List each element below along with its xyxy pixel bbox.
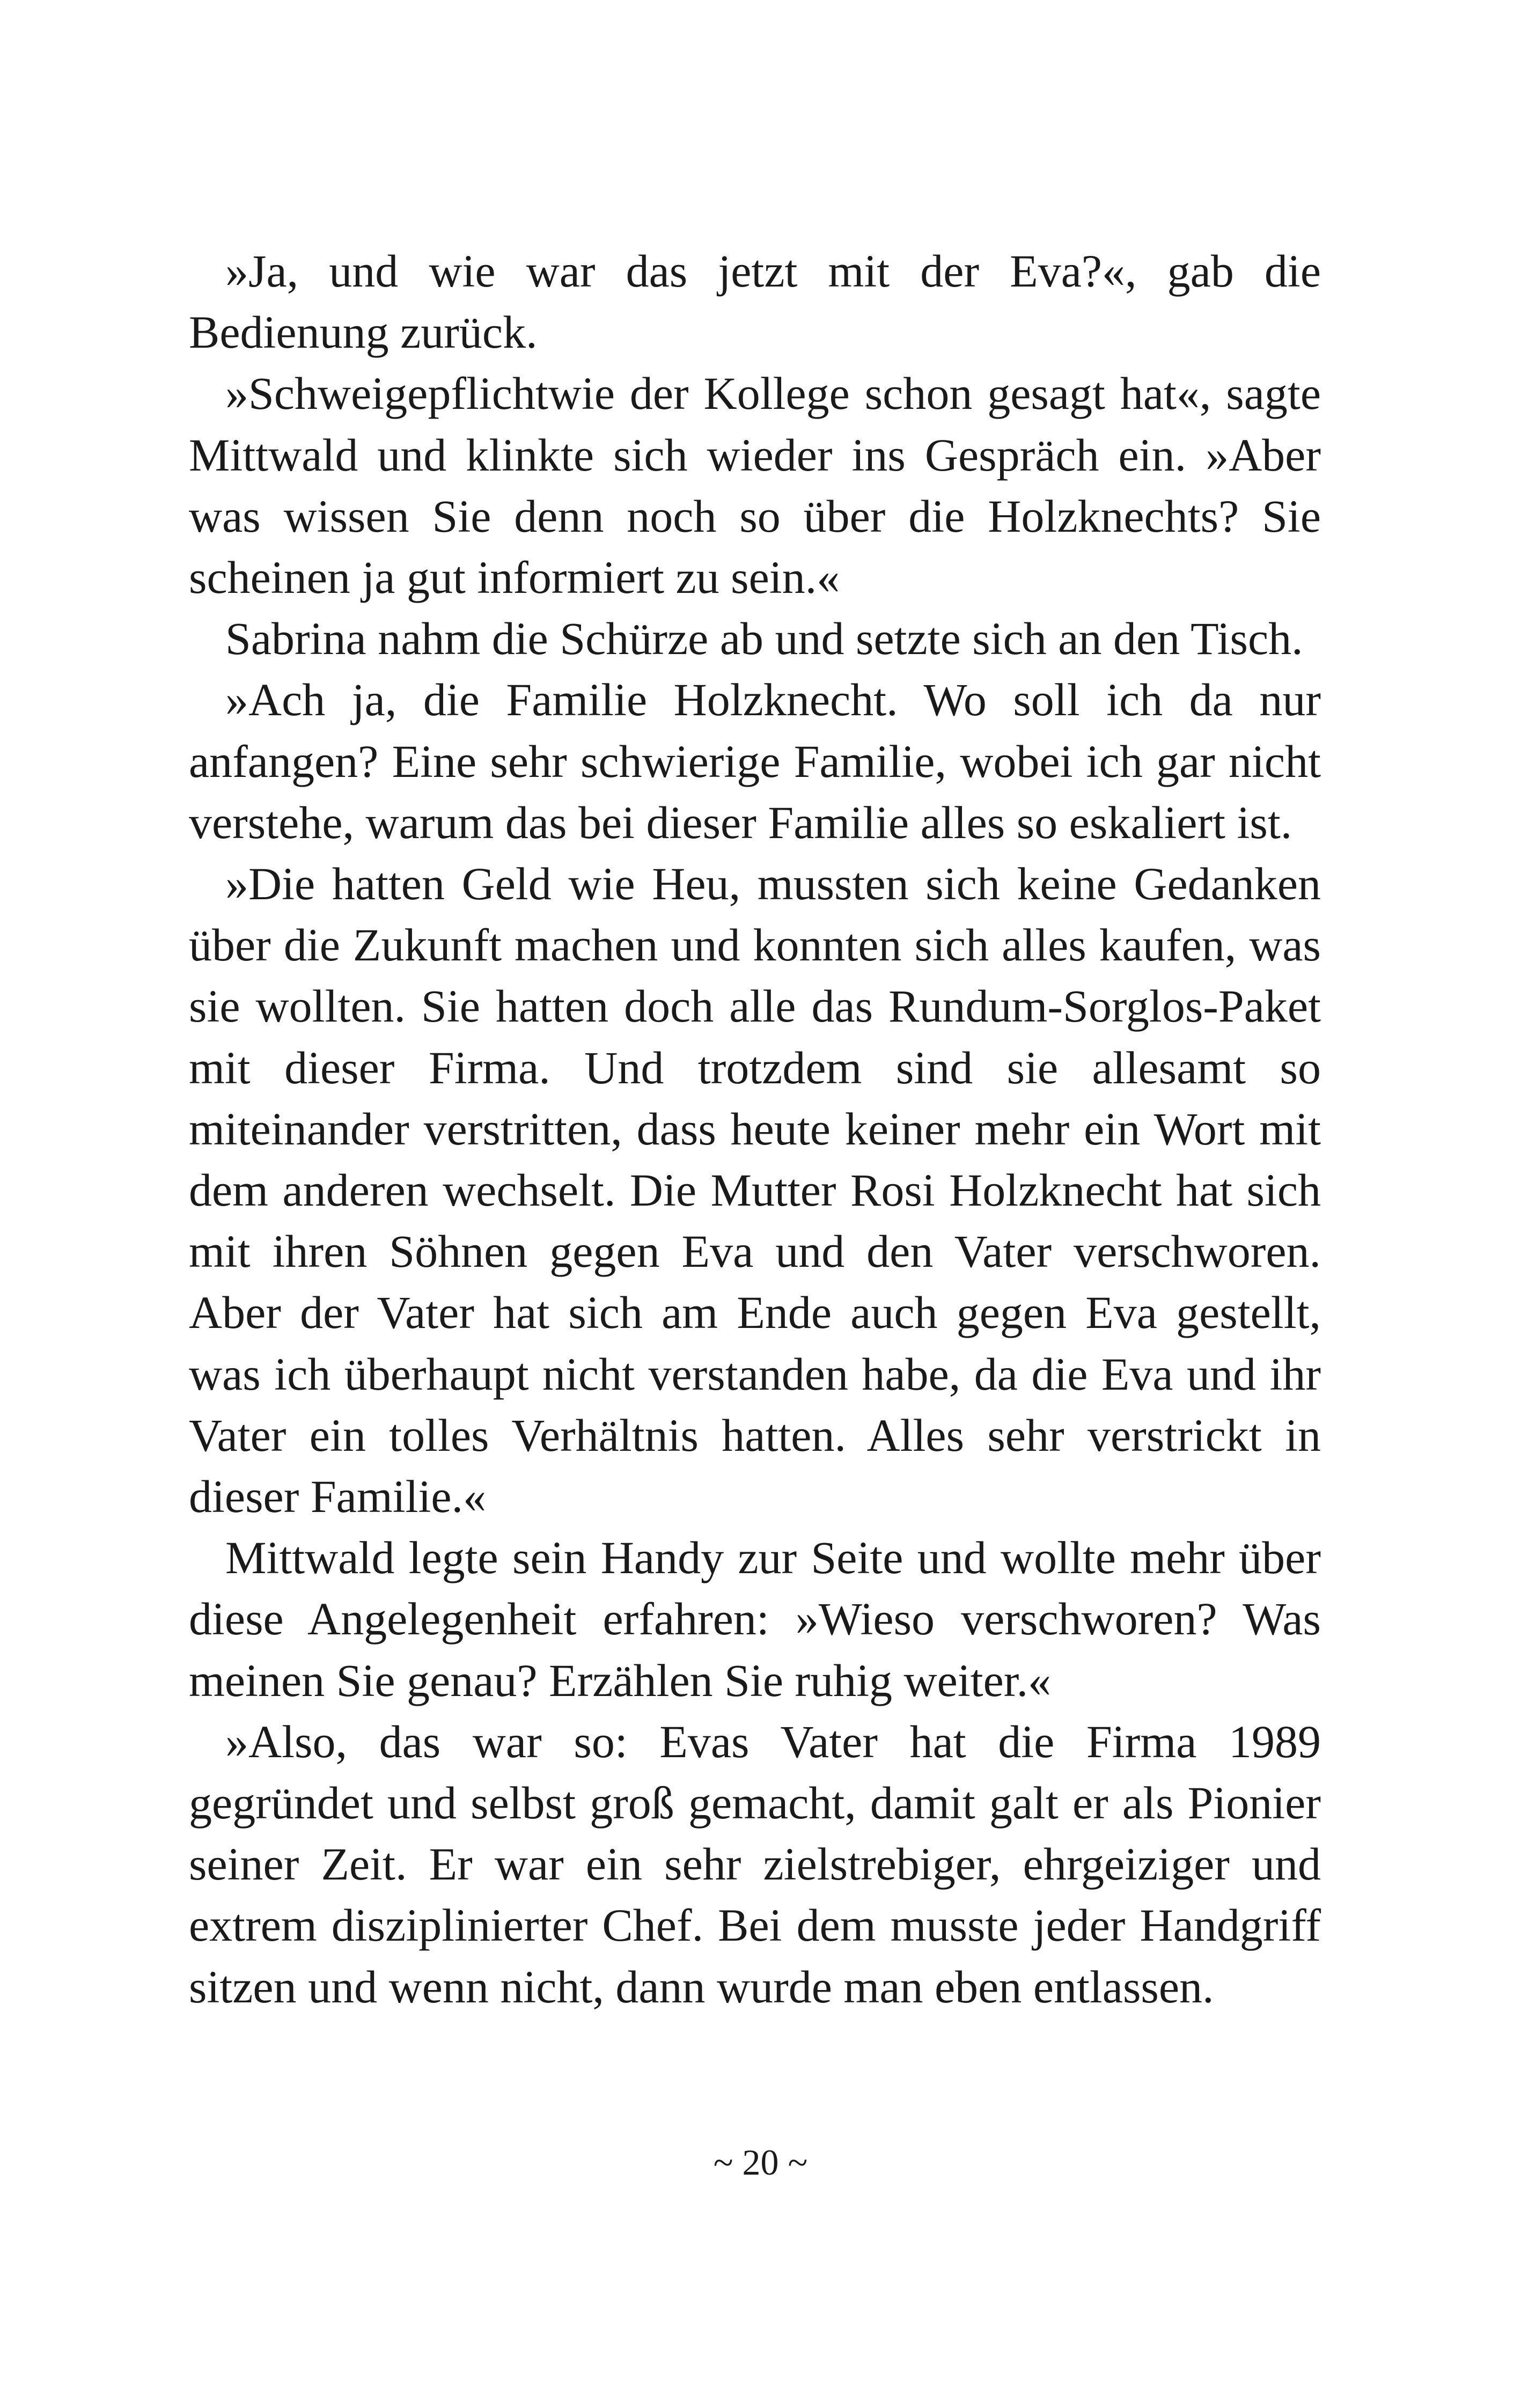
paragraph-3: Sabrina nahm die Schürze ab und setzte sich an den Tisch. [225,613,1303,665]
paragraph-1: »Ja, und wie war das jetzt mit der Eva?«, gab die Bedienung zurück. [189,245,1321,358]
paragraph-6: Mittwald legte sein Handy zur Seite und wollte mehr über diese Angelegenheit erfahren: »Wieso verschworen? Was meinen Sie genau? Erzählen Sie ruhig weiter.« [189,1532,1321,1706]
body-text [189,240,1321,2017]
paragraph-4: »Ach ja, die Familie Holzknecht. Wo soll ich da nur anfangen? Eine sehr schwierige Familie, wobei ich gar nicht verstehe, warum das bei dieser Familie alles so eskaliert ist. [189,674,1321,848]
paragraph-2: »Schweigepflichtwie der Kollege schon gesagt hat«, sagte Mittwald und klinkte sich wieder ins Gespräch ein. »Aber was wissen Sie denn noch so über die Holzknechts? Sie scheinen ja gut informiert zu sein.« [189,368,1321,604]
page-number: ~ 20 ~ [713,2142,808,2183]
paragraph-7: »Also, das war so: Evas Vater hat die Firma 1989 gegründet und selbst groß gemacht, damit galt er als Pionier seiner Zeit. Er war ein sehr zielstrebiger, ehrgeiziger und extrem disziplinierter Chef. Bei dem musste jeder Handgriff sitzen und wenn nicht, dann wurde man eben entlassen. [189,1715,1321,2013]
paragraph-5: »Die hatten Geld wie Heu, mussten sich keine Gedanken über die Zukunft machen und konnten sich alles kaufen, was sie wollten. Sie hatten doch alle das Rundum-Sorglos-Paket mit dieser Firma. Und trotzdem sind sie allesamt so miteinander verstritten, dass heute keiner mehr ein Wort mit dem anderen wechselt. Die Mutter Rosi Holzknecht hat sich mit ihren Söhnen gegen Eva und den Vater verschworen. Aber der Vater hat sich am Ende auch gegen Eva gestellt, was ich überhaupt nicht verstanden habe, da die Eva und ihr Vater ein tolles Verhältnis hatten. Alles sehr verstrickt in dieser Familie.« [189,858,1321,1523]
